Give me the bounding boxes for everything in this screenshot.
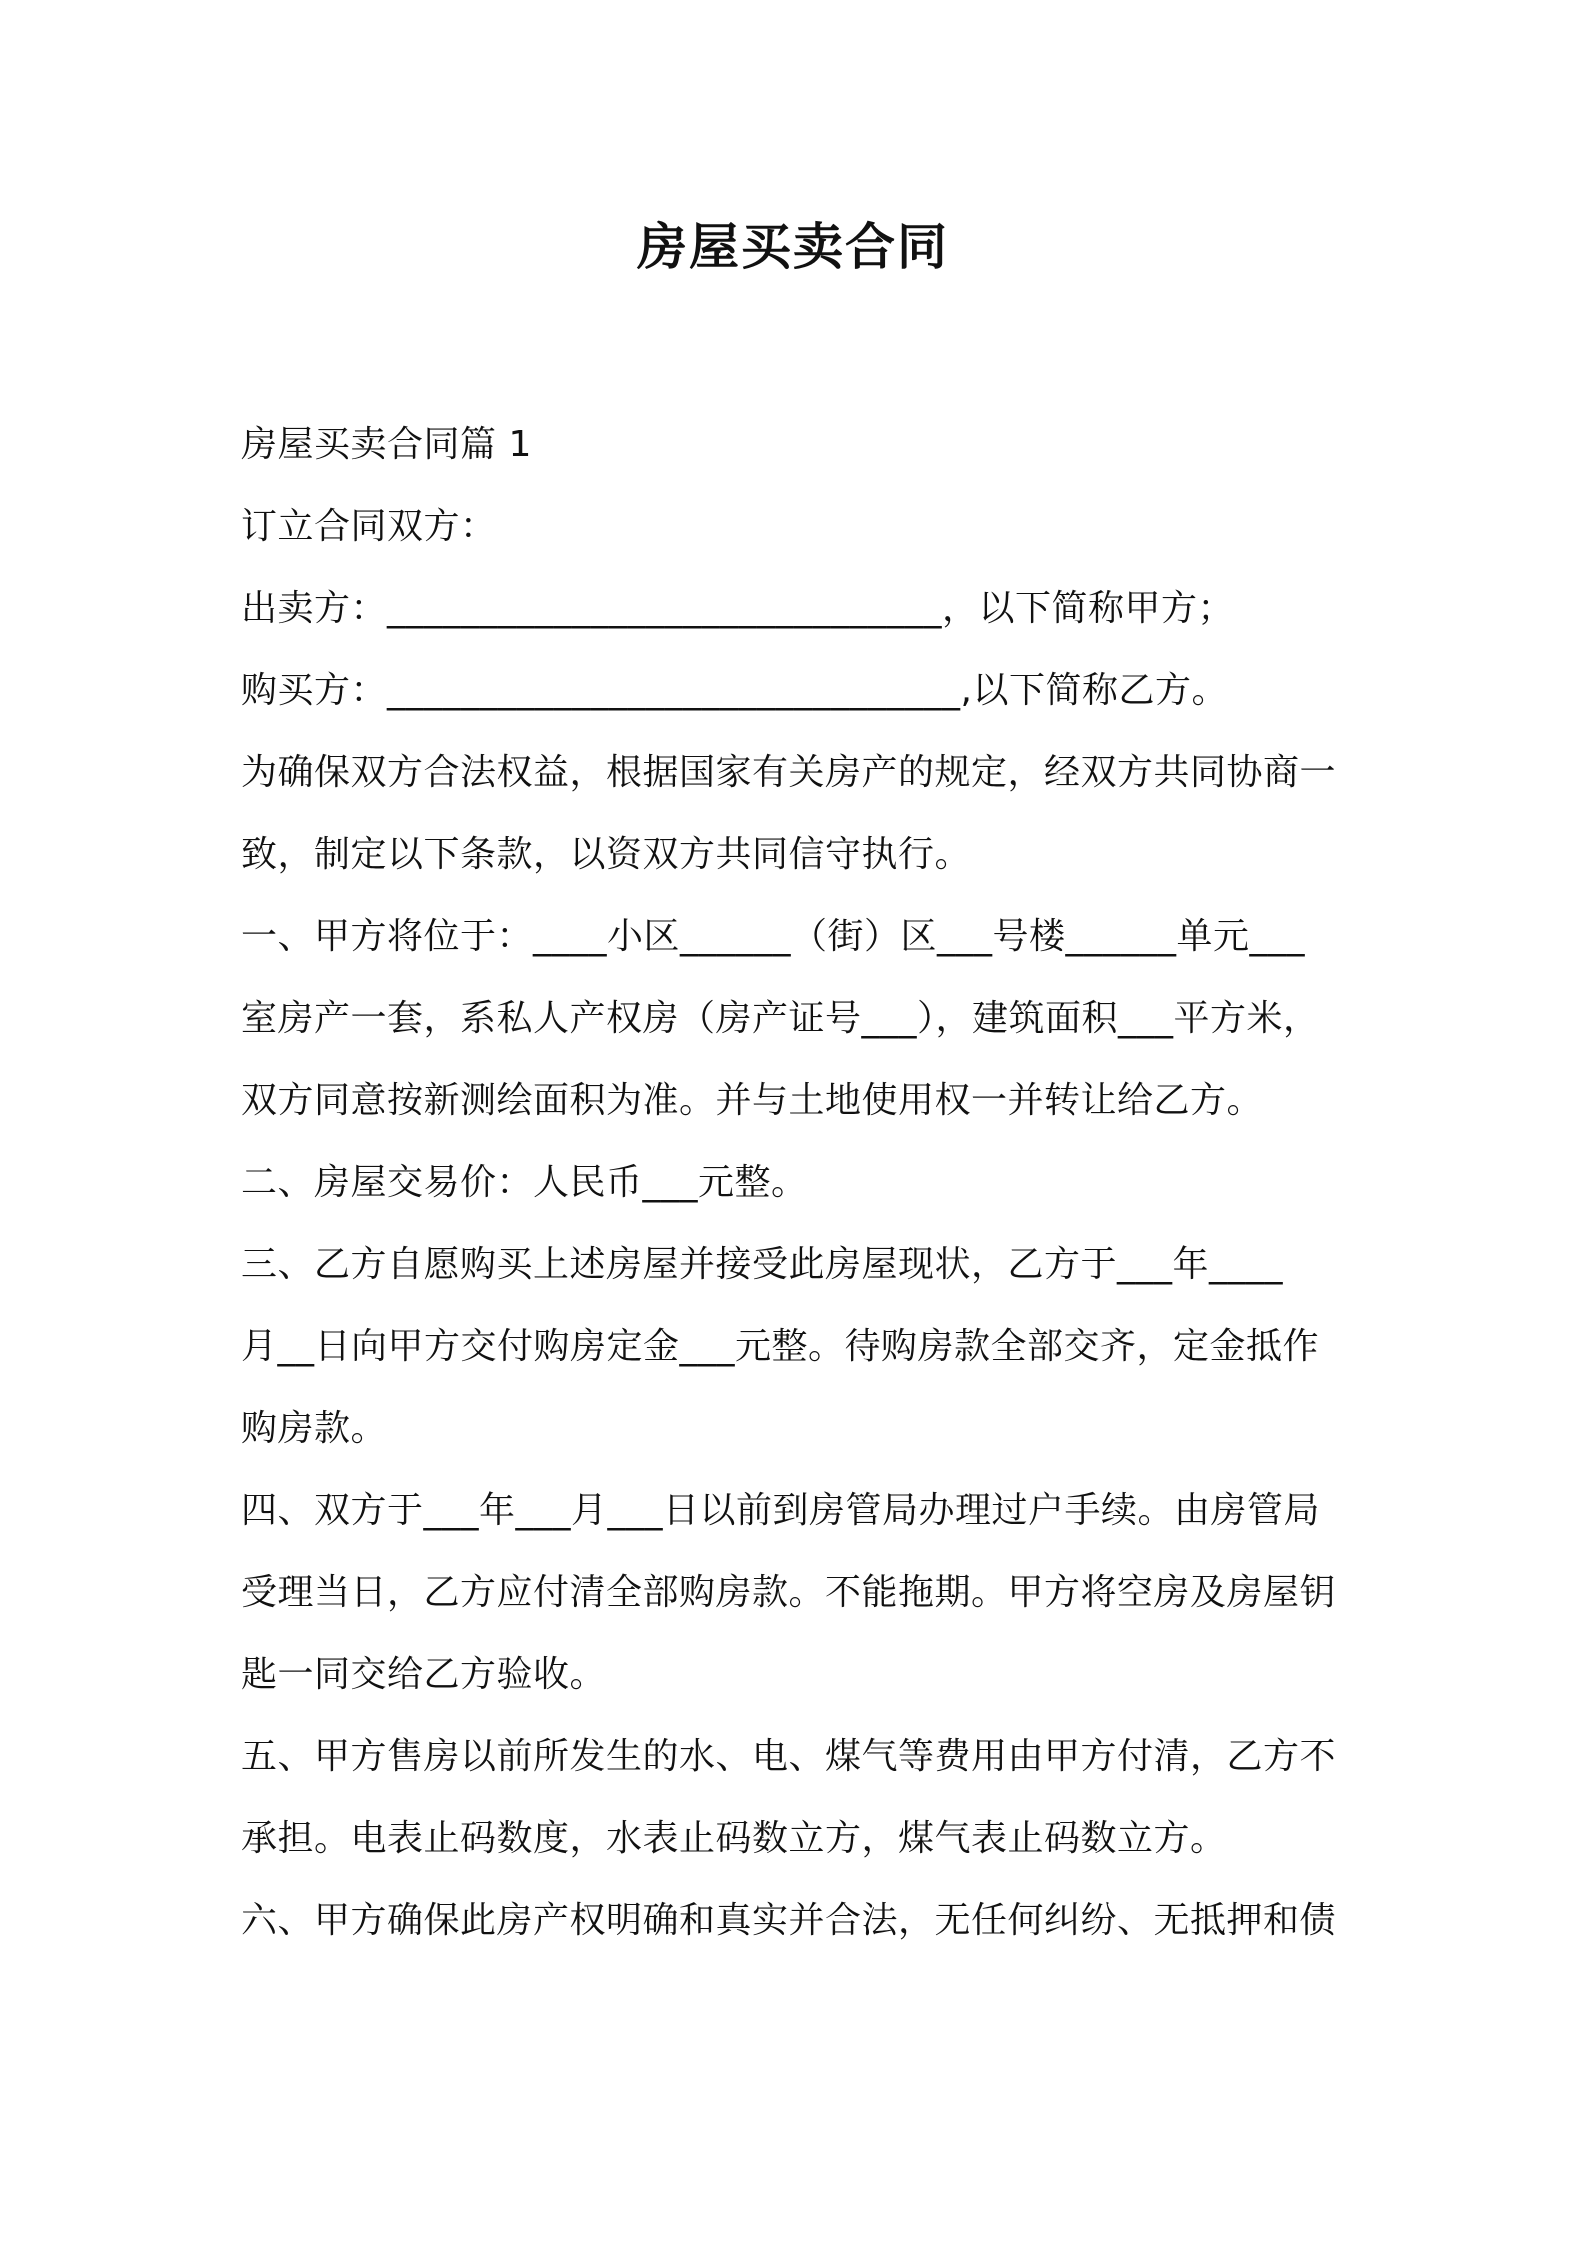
- seller-line: 出卖方：______________________________，以下简称甲方；: [241, 588, 1235, 629]
- clause-3-line: 三、乙方自愿购买上述房屋并接受此房屋现状，乙方于___年____: [241, 1244, 1284, 1285]
- clause-1-line: 室房产一套，系私人产权房（房产证号___），建筑面积___平方米，: [241, 998, 1320, 1039]
- clause-4-line: 受理当日，乙方应付清全部购房款。不能拖期。甲方将空房及房屋钥: [241, 1572, 1337, 1613]
- clause-4-line: 匙一同交给乙方验收。: [241, 1654, 607, 1695]
- clause-3-line: 购房款。: [241, 1408, 388, 1449]
- clause-2-line: 二、房屋交易价：人民币___元整。: [241, 1162, 808, 1203]
- document-title: 房屋买卖合同: [637, 218, 949, 276]
- clause-4-line: 四、双方于___年___月___日以前到房管局办理过户手续。由房管局: [241, 1490, 1321, 1531]
- clause-5-line: 五、甲方售房以前所发生的水、电、煤气等费用由甲方付清，乙方不: [241, 1736, 1337, 1777]
- section-heading: 房屋买卖合同篇 1: [241, 424, 532, 465]
- parties-label: 订立合同双方：: [241, 506, 497, 547]
- clause-5-line: 承担。电表止码数度，水表止码数立方，煤气表止码数立方。: [241, 1818, 1227, 1859]
- clause-6-line: 六、甲方确保此房产权明确和真实并合法，无任何纠纷、无抵押和债: [241, 1900, 1337, 1941]
- clause-1-line: 双方同意按新测绘面积为准。并与土地使用权一并转让给乙方。: [241, 1080, 1264, 1121]
- buyer-line: 购买方：_______________________________,以下简称乙方。: [241, 670, 1228, 711]
- preamble-line: 致，制定以下条款，以资双方共同信守执行。: [241, 834, 972, 875]
- clause-3-line: 月__日向甲方交付购房定金___元整。待购房款全部交齐，定金抵作: [241, 1326, 1320, 1367]
- preamble-line: 为确保双方合法权益，根据国家有关房产的规定，经双方共同协商一: [241, 752, 1337, 793]
- document-body: [241, 404, 1361, 1962]
- clause-1-line: 一、甲方将位于：____小区______（街）区___号楼______单元___: [241, 916, 1306, 957]
